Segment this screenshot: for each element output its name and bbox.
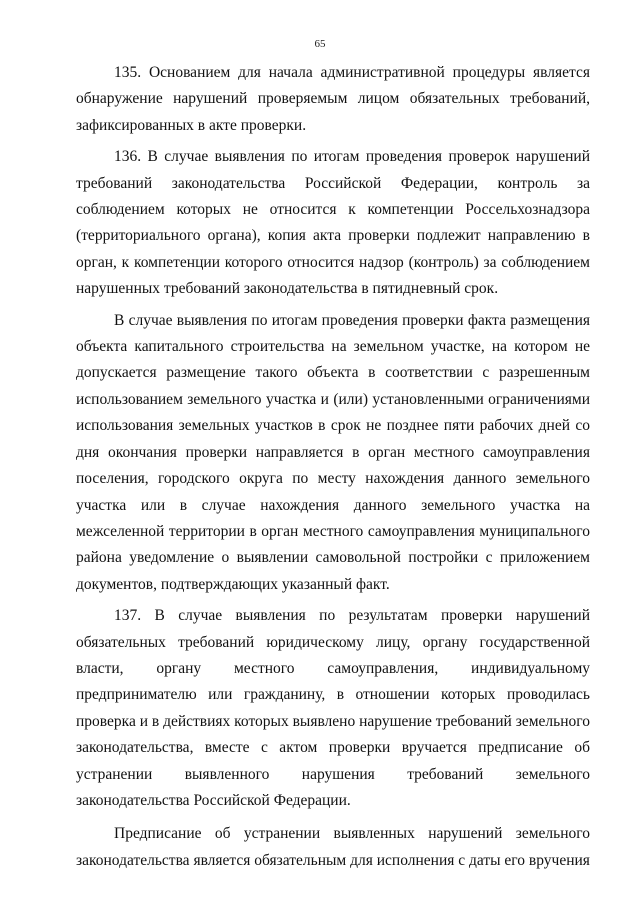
paragraph-137-continuation: Предписание об устранении выявленных нарушений земельного законодательства является обязательным для исполнения с даты его вручения [76,825,590,869]
paragraph-135: 135. Основанием для начала административной процедуры является обнаружение нарушений проверяемым лицом обязательных требований, зафиксированных в акте проверки. [76,64,590,134]
paragraph-136-continuation: В случае выявления по итогам проведения проверки факта размещения объекта капитального строительства на земельном участке, на котором не допускается размещение такого объекта в соответствии с разрешенным использованием земельного участка и (или) установленными ограничениями использования земельных участков в срок не позднее пяти рабочих дней со дня окончания проверки направляется в орган местного самоуправления поселения, городского округа по месту нахождения данного земельного участка или в случае нахождения данного земельного участка на межселенной территории в орган местного самоуправления муниципального района уведомление о выявлении самовольной постройки с приложением документов, подтверждающих указанный факт. [76,311,590,593]
paragraph-137: 137. В случае выявления по результатам проверки нарушений обязательных требований юридическому лицу, органу государственной власти, органу местного самоуправления, индивидуальному предпринимателю или гражданину, в отношении которых проводилась проверка и в действиях которых выявлено нарушение требований земельного законодательства, вместе с актом проверки вручается предписание об устранении выявленного нарушения требований земельного законодательства Российской Федерации. [76,607,590,809]
paragraph-136: 136. В случае выявления по итогам проведения проверок нарушений требований законодательства Российской Федерации, контроль за соблюдением которых не относится к компетенции Россельхознадзора (территориального органа), копия акта проверки подлежит направлению в орган, к компетенции которого относится надзор (контроль) за соблюдением нарушенных требований законодательства в пятидневный срок. [76,148,590,298]
page-number: 65 [314,38,326,50]
document-body [76,60,590,879]
